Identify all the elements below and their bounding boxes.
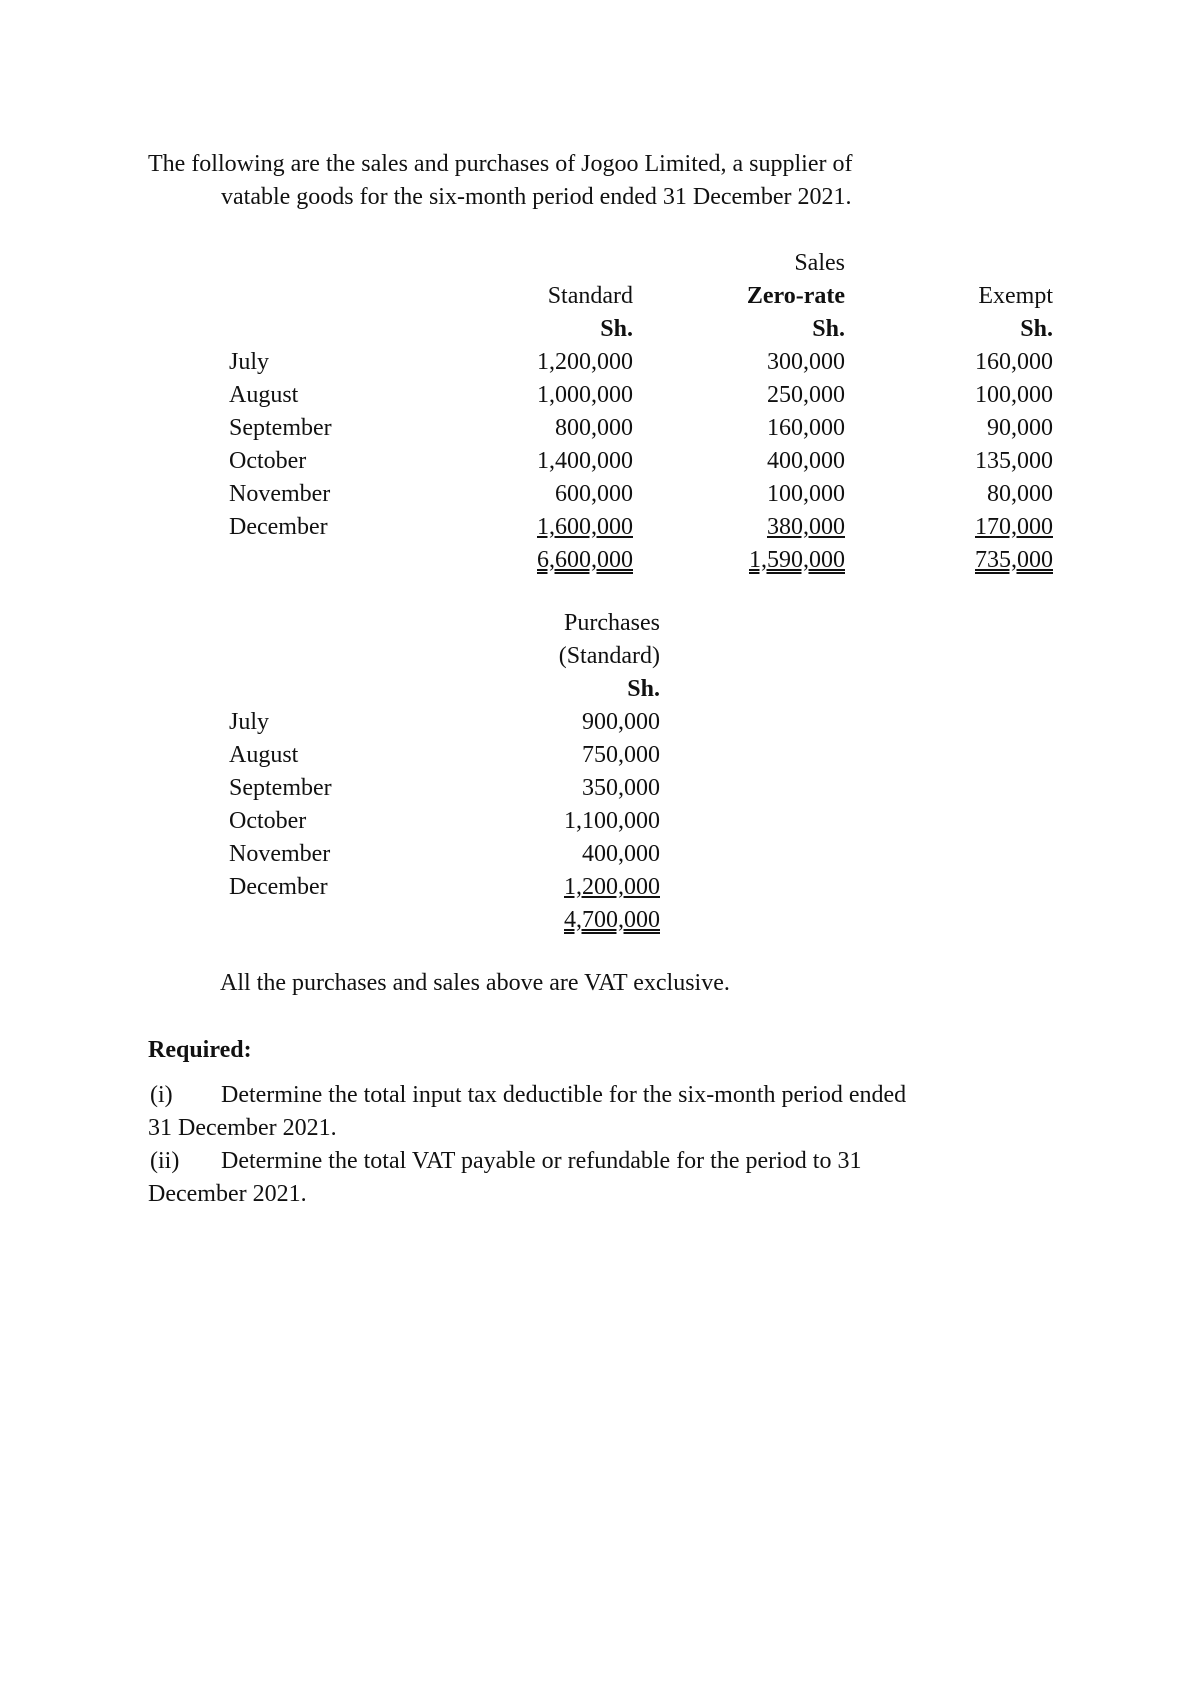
purchases-amount: 350,000 xyxy=(582,775,660,801)
sales-exempt-value: 90,000 xyxy=(987,415,1053,441)
purchases-header: Purchases xyxy=(564,610,660,636)
purchases-subheader: (Standard) xyxy=(558,643,660,669)
intro-line-2: vatable goods for the six-month period ended 31 December 2021. xyxy=(221,184,852,210)
required-item-1-text: Determine the total input tax deductible for the six-month period ended xyxy=(221,1082,907,1108)
sales-exempt-value: 80,000 xyxy=(987,481,1053,507)
required-item-1-cont: 31 December 2021. xyxy=(148,1115,337,1141)
purchases-amount: 1,100,000 xyxy=(564,808,660,834)
required-item-2-label: (ii) xyxy=(150,1148,180,1174)
sales-month: December xyxy=(229,514,328,540)
sales-standard-value: 1,000,000 xyxy=(537,382,633,408)
sales-zero-rate-value: 100,000 xyxy=(767,481,845,507)
sales-exempt-value: 160,000 xyxy=(975,349,1053,375)
required-heading: Required: xyxy=(148,1037,252,1063)
sales-month: October xyxy=(229,448,307,474)
purchases-month: September xyxy=(229,775,332,801)
sales-zero-rate-value: 300,000 xyxy=(767,349,845,375)
sales-zero-rate-value: 400,000 xyxy=(767,448,845,474)
purchases-total: 4,700,000 xyxy=(564,907,660,933)
sales-standard-value: 1,600,000 xyxy=(537,514,633,540)
sales-standard-total: 6,600,000 xyxy=(537,547,633,573)
sales-standard-value: 1,400,000 xyxy=(537,448,633,474)
sales-zero-rate-value: 380,000 xyxy=(767,514,845,540)
intro-line-1: The following are the sales and purchases of Jogoo Limited, a supplier of xyxy=(148,151,853,177)
purchases-month: October xyxy=(229,808,307,834)
sales-standard-value: 600,000 xyxy=(555,481,633,507)
sales-currency-zero-rate: Sh. xyxy=(812,316,845,342)
purchases-currency: Sh. xyxy=(627,676,660,702)
purchases-amount: 1,200,000 xyxy=(564,874,660,900)
sales-month: November xyxy=(229,481,331,507)
sales-currency-exempt: Sh. xyxy=(1020,316,1053,342)
sales-zero-rate-total: 1,590,000 xyxy=(749,547,845,573)
sales-month: August xyxy=(229,382,299,408)
sales-exempt-value: 135,000 xyxy=(975,448,1053,474)
required-item-1-label: (i) xyxy=(150,1082,173,1108)
sales-col-standard: Standard xyxy=(547,283,633,309)
vat-note: All the purchases and sales above are VAT exclusive. xyxy=(220,970,730,996)
sales-exempt-total: 735,000 xyxy=(975,547,1053,573)
sales-standard-value: 1,200,000 xyxy=(537,349,633,375)
purchases-month: November xyxy=(229,841,331,867)
purchases-amount: 750,000 xyxy=(582,742,660,768)
sales-month: September xyxy=(229,415,332,441)
required-item-2-text: Determine the total VAT payable or refundable for the period to 31 xyxy=(221,1148,862,1174)
sales-exempt-value: 100,000 xyxy=(975,382,1053,408)
sales-zero-rate-value: 160,000 xyxy=(767,415,845,441)
purchases-month: December xyxy=(229,874,328,900)
sales-zero-rate-value: 250,000 xyxy=(767,382,845,408)
purchases-month: August xyxy=(229,742,299,768)
purchases-amount: 900,000 xyxy=(582,709,660,735)
sales-currency-standard: Sh. xyxy=(600,316,633,342)
sales-month: July xyxy=(229,349,270,375)
sales-exempt-value: 170,000 xyxy=(975,514,1053,540)
purchases-amount: 400,000 xyxy=(582,841,660,867)
sales-col-exempt: Exempt xyxy=(978,283,1053,309)
sales-col-zero-rate: Zero-rate xyxy=(746,283,845,309)
purchases-month: July xyxy=(229,709,270,735)
sales-group-label: Sales xyxy=(794,250,845,276)
sales-standard-value: 800,000 xyxy=(555,415,633,441)
required-item-2-cont: December 2021. xyxy=(148,1181,307,1207)
